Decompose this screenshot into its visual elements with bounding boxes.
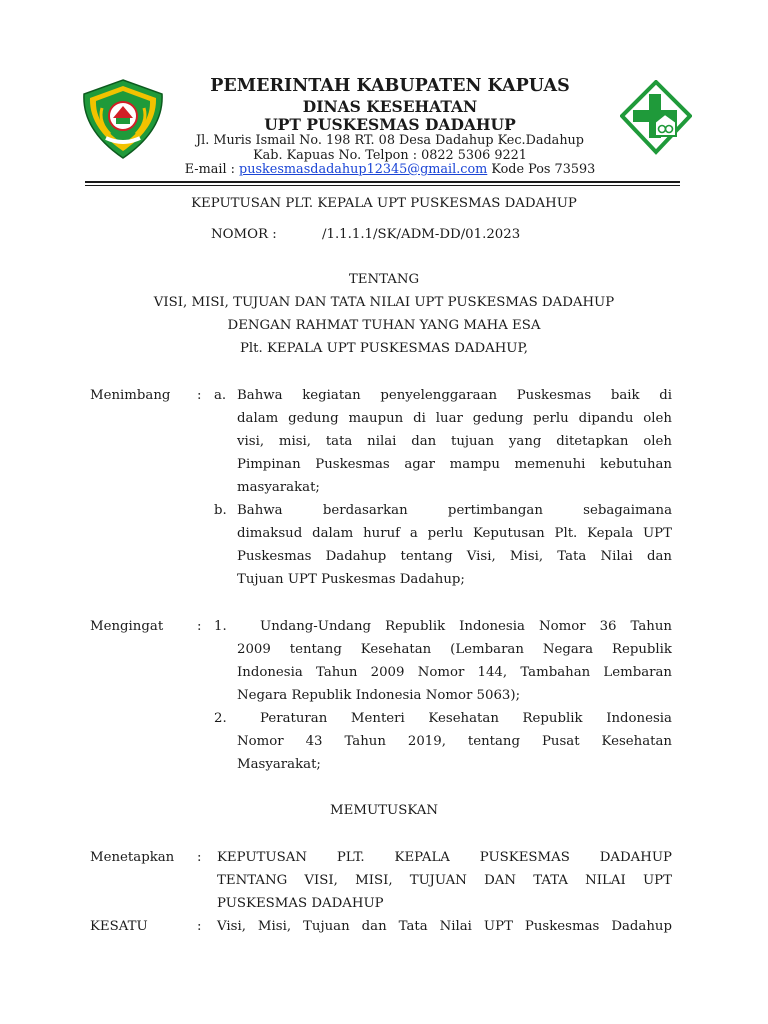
header-unit: UPT PUSKESMAS DADAHUP: [264, 115, 516, 134]
menimbang-a-line: masyarakat;: [237, 480, 320, 495]
header-rule-thick: [85, 181, 680, 183]
kesatu-label: KESATU: [90, 919, 148, 934]
postcode: Kode Pos 73593: [487, 162, 596, 177]
email-label: E-mail :: [184, 162, 240, 177]
menimbang-colon: :: [197, 388, 202, 403]
mengingat-1-line: 2009 tentang Kesehatan (Lembaran Negara Republik: [237, 642, 672, 657]
menimbang-a-line: dalam gedung maupun di luar gedung perlu dipandu oleh: [237, 411, 672, 426]
menimbang-a-line: Bahwa kegiatan penyelenggaraan Puskesmas baik di: [237, 388, 672, 403]
header-rule-thin: [85, 185, 680, 186]
email-link[interactable]: puskesmasdadahup12345@gmail.com: [239, 162, 488, 177]
mengingat-2-line: Masyarakat;: [237, 757, 321, 772]
menimbang-b-line: Puskesmas Dadahup tentang Visi, Misi, Tata Nilai dan: [237, 549, 672, 564]
menimbang-a-marker: a.: [214, 388, 227, 403]
mengingat-1-line: Negara Republik Indonesia Nomor 5063);: [237, 688, 521, 703]
mengingat-1-line: Indonesia Tahun 2009 Nomor 144, Tambahan Lembaran: [237, 665, 672, 680]
menimbang-b-line: dimaksud dalam huruf a perlu Keputusan Plt. Kepala UPT: [237, 526, 672, 541]
menetapkan-colon: :: [197, 850, 202, 865]
header-address-line1: Jl. Muris Ismail No. 198 RT. 08 Desa Dadahup Kec.Dadahup: [195, 133, 584, 148]
mengingat-2-line: Nomor 43 Tahun 2019, tentang Pusat Kesehatan: [237, 734, 672, 749]
tentang-heading: TENTANG: [348, 272, 420, 287]
mengingat-2-marker: 2.: [214, 711, 227, 726]
menimbang-a-line: Pimpinan Puskesmas agar mampu memenuhi kebutuhan: [237, 457, 672, 472]
menetapkan-label: Menetapkan: [90, 850, 175, 865]
menimbang-a-line: visi, misi, tata nilai dan tujuan yang ditetapkan oleh: [237, 434, 672, 449]
kesatu-colon: :: [197, 919, 202, 934]
mengingat-1-line: Undang-Undang Republik Indonesia Nomor 36 Tahun: [260, 619, 672, 634]
mengingat-2-line: Peraturan Menteri Kesehatan Republik Indonesia: [260, 711, 672, 726]
header-government: PEMERINTAH KABUPATEN KAPUAS: [210, 76, 570, 96]
kesatu-text: Visi, Misi, Tujuan dan Tata Nilai UPT Puskesmas Dadahup: [217, 919, 672, 934]
decree-title: KEPUTUSAN PLT. KEPALA UPT PUSKESMAS DADAHUP: [191, 196, 577, 211]
puskesmas-logo: [620, 80, 692, 156]
menimbang-label: Menimbang: [90, 388, 171, 403]
mengingat-1-marker: 1.: [214, 619, 227, 634]
rahmat-line: DENGAN RAHMAT TUHAN YANG MAHA ESA: [227, 318, 541, 333]
decree-subject: VISI, MISI, TUJUAN DAN TATA NILAI UPT PUSKESMAS DADAHUP: [153, 295, 615, 310]
menimbang-b-line: Bahwa berdasarkan pertimbangan sebagaimana: [237, 503, 672, 518]
mengingat-label: Mengingat: [90, 619, 164, 634]
header-department: DINAS KESEHATAN: [302, 97, 478, 116]
menimbang-b-marker: b.: [214, 503, 227, 518]
memutuskan-heading: MEMUTUSKAN: [330, 803, 438, 818]
plt-line: Plt. KEPALA UPT PUSKESMAS DADAHUP,: [239, 341, 528, 356]
nomor-label: NOMOR :: [211, 227, 277, 242]
menetapkan-line: KEPUTUSAN PLT. KEPALA PUSKESMAS DADAHUP: [217, 850, 672, 865]
header-contact-line: [150, 162, 630, 177]
header-address-line2: Kab. Kapuas No. Telpon : 0822 5306 9221: [253, 148, 527, 163]
menetapkan-line: TENTANG VISI, MISI, TUJUAN DAN TATA NILAI UPT: [217, 873, 672, 888]
mengingat-colon: :: [197, 619, 202, 634]
menimbang-b-line: Tujuan UPT Puskesmas Dadahup;: [237, 572, 465, 587]
nomor-value: /1.1.1.1/SK/ADM-DD/01.2023: [322, 227, 521, 242]
menetapkan-line: PUSKESMAS DADAHUP: [217, 896, 384, 911]
